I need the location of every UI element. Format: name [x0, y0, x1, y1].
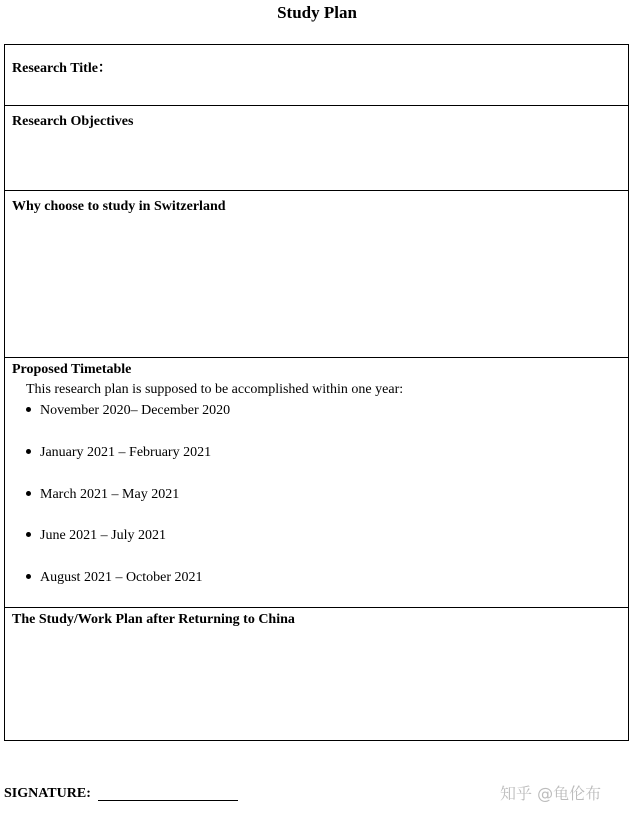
list-item [26, 403, 230, 419]
timetable-period: March 2021 – May 2021 [40, 487, 180, 502]
document-title: Study Plan [277, 3, 357, 22]
study-plan-table [4, 44, 629, 741]
section-proposed-timetable [5, 358, 628, 608]
bullet-icon [26, 449, 31, 454]
list-item [26, 445, 211, 461]
section-research-title [5, 45, 628, 106]
section-title: Research Objectives [12, 114, 134, 129]
section-title: The Study/Work Plan after Returning to China [12, 612, 295, 627]
timetable-period: November 2020– December 2020 [40, 403, 231, 418]
bullet-icon [26, 491, 31, 496]
section-plan-after-returning [5, 608, 628, 740]
list-item [26, 528, 166, 544]
section-research-objectives [5, 106, 628, 191]
section-why-switzerland [5, 191, 628, 358]
bullet-icon [26, 574, 31, 579]
signature-line [98, 800, 238, 801]
section-title: Why choose to study in Switzerland [12, 199, 226, 214]
section-title: Proposed Timetable [12, 362, 132, 377]
watermark: 知乎 @龟伦布 [500, 784, 602, 803]
list-item [26, 487, 179, 503]
timetable-period: June 2021 – July 2021 [40, 528, 166, 543]
signature-label: SIGNATURE: [4, 786, 91, 801]
bullet-icon [26, 532, 31, 537]
list-item [26, 570, 203, 586]
bullet-icon [26, 407, 31, 412]
timetable-period: August 2021 – October 2021 [40, 570, 203, 585]
section-title: Research Title： [12, 61, 112, 76]
timetable-intro: This research plan is supposed to be accomplished within one year: [26, 382, 404, 397]
timetable-period: January 2021 – February 2021 [40, 445, 212, 460]
